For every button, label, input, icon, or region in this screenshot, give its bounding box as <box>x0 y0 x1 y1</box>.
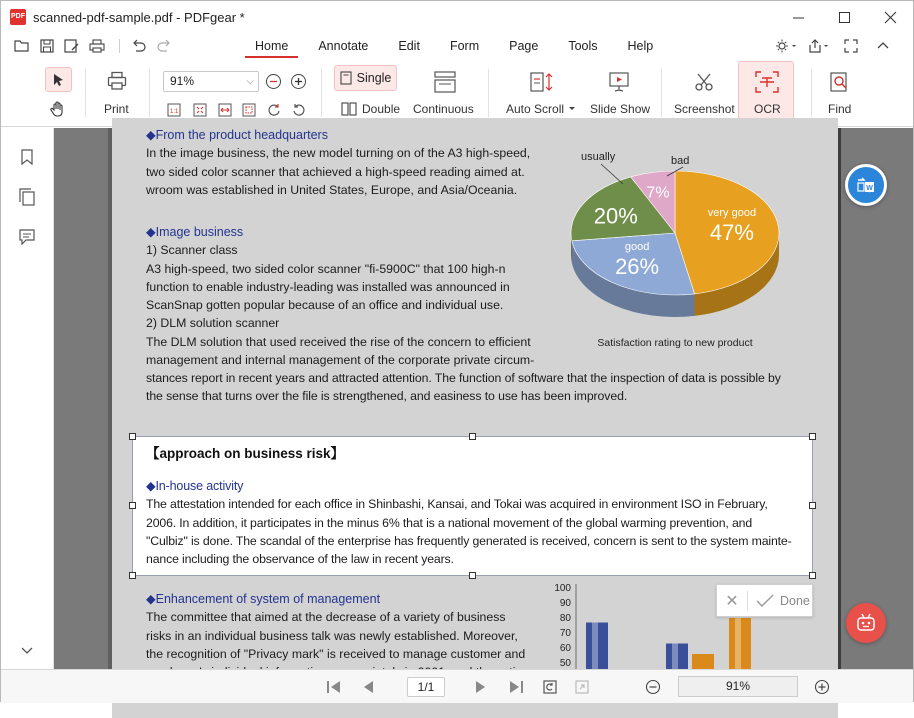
single-page-icon <box>340 71 352 85</box>
actual-size-button[interactable] <box>167 103 181 117</box>
minus-icon <box>267 75 280 88</box>
hand-tool-button[interactable] <box>50 101 68 119</box>
hand-icon <box>50 101 66 117</box>
convert-to-word-button[interactable] <box>845 164 887 206</box>
paragraph-line: the sense that turns over the file is strengthened, and easiness to use has been improved. <box>146 389 628 404</box>
first-page-button[interactable] <box>325 678 343 696</box>
save-as-button[interactable] <box>61 35 83 57</box>
done-label: Done <box>780 593 810 608</box>
thumbnails-button[interactable] <box>18 188 38 208</box>
pages-icon <box>18 188 36 206</box>
section-management-system <box>146 590 546 681</box>
go-forward-view-button[interactable] <box>573 678 591 696</box>
double-page-button[interactable] <box>341 102 400 116</box>
pie-value-label: 26% <box>615 254 660 280</box>
app-logo: PDF <box>10 9 26 25</box>
paragraph-line: ScanSnap gotten popular because of an office and individual use. <box>146 298 504 313</box>
done-button[interactable] <box>756 594 810 608</box>
pie-slice-label: very good <box>707 206 757 219</box>
ribbon-toolbar <box>1 59 913 127</box>
window-title: scanned-pdf-sample.pdf - PDFgear * <box>33 9 245 25</box>
divider <box>321 69 322 117</box>
find-button[interactable] <box>824 71 854 93</box>
risk-title: 【approach on business risk】 <box>146 446 345 461</box>
bar-highlight <box>592 623 598 676</box>
last-page-button[interactable] <box>507 678 525 696</box>
back-view-icon <box>542 679 558 695</box>
y-tick-label: 70 <box>559 628 571 639</box>
first-page-icon <box>326 679 342 695</box>
menu-right-controls <box>771 33 899 59</box>
single-page-button[interactable] <box>334 65 397 91</box>
undo-button[interactable] <box>128 35 150 57</box>
y-tick-label: 90 <box>559 598 571 609</box>
section-heading: ◆Image business <box>146 225 244 239</box>
screenshot-button[interactable] <box>689 71 719 93</box>
section-heading: ◆Enhancement of system of management <box>146 592 381 606</box>
close-icon <box>885 12 896 23</box>
fit-visible-button[interactable] <box>242 103 256 117</box>
previous-page-icon <box>361 679 375 695</box>
quick-access-toolbar <box>11 35 178 57</box>
chevron-down-icon <box>18 644 36 658</box>
pie-outside-label: usually <box>581 151 616 163</box>
y-tick-label: 80 <box>559 613 571 624</box>
paragraph-line: 2) DLM solution scanner <box>146 316 280 331</box>
resize-handle[interactable] <box>129 502 136 509</box>
tab-form[interactable]: Form <box>449 39 480 53</box>
find-label: Find <box>828 102 852 116</box>
divider <box>747 591 748 611</box>
zoom-out-button[interactable] <box>266 74 281 89</box>
section-heading: ◆From the product headquarters <box>146 128 328 142</box>
folder-open-icon <box>14 39 30 53</box>
pie-value-label: 47% <box>709 219 754 245</box>
divider <box>488 69 489 117</box>
auto-scroll-label: Auto Scroll <box>506 102 565 116</box>
section-image-business <box>146 223 546 369</box>
section-in-house-activity <box>146 477 811 568</box>
rotate-counterclockwise-icon <box>292 103 306 117</box>
tab-help[interactable]: Help <box>627 39 654 53</box>
chevron-up-icon <box>877 41 889 51</box>
save-button[interactable] <box>36 35 58 57</box>
chevron-down-icon: ⌵ <box>246 76 254 87</box>
ribbon-tabs <box>243 33 671 59</box>
tab-page[interactable]: Page <box>509 39 539 53</box>
ocr-icon <box>754 70 780 94</box>
page-edge <box>838 128 841 669</box>
slide-show-label: Slide Show <box>590 102 651 116</box>
minimize-icon <box>793 12 804 23</box>
fullscreen-icon <box>844 39 858 53</box>
ocr-label: OCR <box>754 102 781 116</box>
next-page-button[interactable] <box>472 678 490 696</box>
rotate-counterclockwise-button[interactable] <box>292 103 306 117</box>
caret-down-icon <box>567 105 577 113</box>
pie-caption: Satisfaction rating to new product <box>597 337 753 349</box>
scissors-icon <box>693 71 715 93</box>
auto-scroll-dropdown[interactable] <box>506 102 577 116</box>
paragraph-line: 2006. In addition, it participates in the minus 6% that is a national movement of the global warming prevention, and <box>146 515 753 530</box>
pie-value-label: 7% <box>646 184 670 202</box>
theme-button[interactable] <box>771 33 803 59</box>
search-icon <box>828 71 850 93</box>
fit-page-button[interactable] <box>193 103 207 117</box>
resize-handle[interactable] <box>809 572 816 579</box>
undo-icon <box>131 39 147 53</box>
paragraph-line: stances report in recent years and attracted attention. The function of software that the inspection of data is possible by <box>146 371 781 385</box>
comments-button[interactable] <box>18 228 38 248</box>
auto-scroll-button[interactable] <box>527 71 557 93</box>
save-icon <box>40 39 54 53</box>
ocr-button[interactable] <box>738 61 794 125</box>
redo-button[interactable] <box>153 35 175 57</box>
plus-icon <box>292 75 305 88</box>
status-bar <box>1 669 913 703</box>
auto-scroll-icon <box>529 71 555 93</box>
tab-annotate[interactable]: Annotate <box>318 39 369 53</box>
save-as-icon <box>64 39 80 53</box>
leader-line <box>601 164 623 184</box>
continuous-button[interactable] <box>430 71 460 93</box>
pdf-to-word-icon <box>855 174 877 196</box>
bookmark-icon <box>18 148 36 166</box>
resize-handle[interactable] <box>469 572 476 579</box>
minimize-button[interactable] <box>775 1 821 33</box>
pie-value-label: 20% <box>593 203 638 229</box>
sidebar-expand-button[interactable] <box>18 644 38 664</box>
tab-edit[interactable]: Edit <box>398 39 420 53</box>
section-heading: ◆In-house activity <box>146 479 244 493</box>
ocr-confirm-popup <box>716 584 813 617</box>
pie-chart <box>571 138 801 353</box>
zoom-value: 91% <box>170 74 195 88</box>
left-sidebar <box>1 128 54 669</box>
printer-icon <box>89 39 105 53</box>
sun-icon <box>776 39 798 53</box>
print-label: Print <box>104 102 129 116</box>
paragraph-line: The DLM solution that used received the rise of the concern to efficient <box>146 334 531 349</box>
close-button[interactable] <box>867 1 913 33</box>
zoom-out-icon <box>645 679 661 695</box>
printer-icon <box>107 71 127 91</box>
document-viewer[interactable] <box>54 128 913 669</box>
svg-text:1:1: 1:1 <box>170 109 179 115</box>
pie-slice-label: good <box>624 241 650 254</box>
paragraph-line: the recognition of "Privacy mark" is received to manage customer and <box>146 646 526 661</box>
ai-assistant-button[interactable] <box>846 603 886 643</box>
resize-handle[interactable] <box>129 572 136 579</box>
divider <box>119 39 120 53</box>
fit-visible-icon <box>242 103 256 117</box>
status-zoom-out-button[interactable] <box>644 678 662 696</box>
status-zoom-in-button[interactable] <box>813 678 831 696</box>
open-file-button[interactable] <box>11 35 33 57</box>
go-back-view-button[interactable] <box>541 678 559 696</box>
slide-show-icon <box>607 71 631 93</box>
redo-icon <box>156 39 172 53</box>
continuous-scroll-icon <box>433 71 457 93</box>
double-page-icon <box>341 102 357 116</box>
zoom-select[interactable] <box>163 71 259 92</box>
rotate-clockwise-button[interactable] <box>267 103 281 117</box>
screenshot-label: Screenshot <box>674 102 735 116</box>
menu-row <box>1 33 913 59</box>
paragraph-line: 1) Scanner class <box>146 243 238 258</box>
resize-handle[interactable] <box>469 433 476 440</box>
tab-home[interactable]: Home <box>243 33 300 59</box>
y-tick-label: 50 <box>559 658 571 669</box>
checkmark-icon <box>756 594 774 608</box>
paragraph-line: A3 high-speed, two sided color scanner "fi-5900C" that 100 high-n <box>146 261 506 276</box>
y-tick-label: 100 <box>554 583 571 594</box>
section-image-business-continued <box>146 369 826 406</box>
paragraph-line: function to enable industry-leading was installed was announced in <box>146 279 510 294</box>
last-page-icon <box>508 679 524 695</box>
continuous-label: Continuous <box>413 102 474 116</box>
zoom-in-icon <box>814 679 830 695</box>
resize-handle[interactable] <box>809 502 816 509</box>
paragraph-line: "Culbiz" is done. The scandal of the enterprise has frequently generated is received, concern is sent to the system mainte- <box>146 533 792 548</box>
robot-icon <box>855 612 877 634</box>
paragraph-line: In the image business, the new model turning on of the A3 high-speed, <box>146 146 531 161</box>
page-number-input[interactable]: 1/1 <box>407 677 445 697</box>
divider <box>661 69 662 117</box>
forward-view-icon <box>574 679 590 695</box>
rotate-clockwise-icon <box>267 103 281 117</box>
share-icon <box>808 39 830 53</box>
maximize-button[interactable] <box>821 1 867 33</box>
fullscreen-button[interactable] <box>835 33 867 59</box>
svg-text:W: W <box>866 185 873 192</box>
pie-outside-label: bad <box>671 155 690 167</box>
ocr-selection-area[interactable] <box>132 436 813 576</box>
select-tool-button[interactable] <box>45 67 72 92</box>
zoom-in-button[interactable] <box>291 74 306 89</box>
y-tick-label: 60 <box>559 643 571 654</box>
paragraph-line: risks in an individual business talk was newly established. Moreover, <box>146 628 518 643</box>
slide-show-button[interactable] <box>604 71 634 93</box>
double-label: Double <box>362 102 401 116</box>
resize-handle[interactable] <box>129 433 136 440</box>
collapse-ribbon-button[interactable] <box>867 33 899 59</box>
resize-handle[interactable] <box>809 433 816 440</box>
paragraph-line: nance including the observance of the law in recent years. <box>146 552 454 567</box>
paragraph-line: management and internal management of the corporate private circum- <box>146 353 535 368</box>
bar-highlight <box>735 618 741 675</box>
fit-width-button[interactable] <box>218 103 232 117</box>
next-page-icon <box>474 679 488 695</box>
status-zoom-value[interactable]: 91% <box>678 676 798 697</box>
fit-page-icon <box>193 103 207 117</box>
share-button[interactable] <box>803 33 835 59</box>
paragraph-line: wroom was established in United States, Europe, and Asia/Oceania. <box>146 182 518 197</box>
quick-print-button[interactable] <box>86 35 108 57</box>
cancel-selection-button[interactable]: ✕ <box>725 592 739 610</box>
cursor-arrow-icon <box>53 73 65 87</box>
section-product-headquarters <box>146 126 546 199</box>
paragraph-line: The attestation intended for each office in Shinbashi, Kansai, and Tokai was acquired in environment ISO in February, <box>146 497 768 512</box>
actual-size-icon <box>167 103 181 117</box>
bookmarks-button[interactable] <box>18 148 38 168</box>
divider <box>85 69 86 117</box>
previous-page-button[interactable] <box>359 678 377 696</box>
title-bar <box>1 1 913 33</box>
divider <box>811 69 812 117</box>
tab-tools[interactable]: Tools <box>568 39 598 53</box>
divider <box>149 69 150 117</box>
paragraph-line: two sided color scanner that achieved a high-speed reading aimed at. <box>146 164 525 179</box>
comment-icon <box>18 228 36 246</box>
fit-width-icon <box>218 103 232 117</box>
paragraph-line: The committee that aimed at the decrease of a variety of business <box>146 610 506 625</box>
maximize-icon <box>839 12 850 23</box>
single-label: Single <box>356 71 392 85</box>
print-button[interactable] <box>102 71 132 91</box>
